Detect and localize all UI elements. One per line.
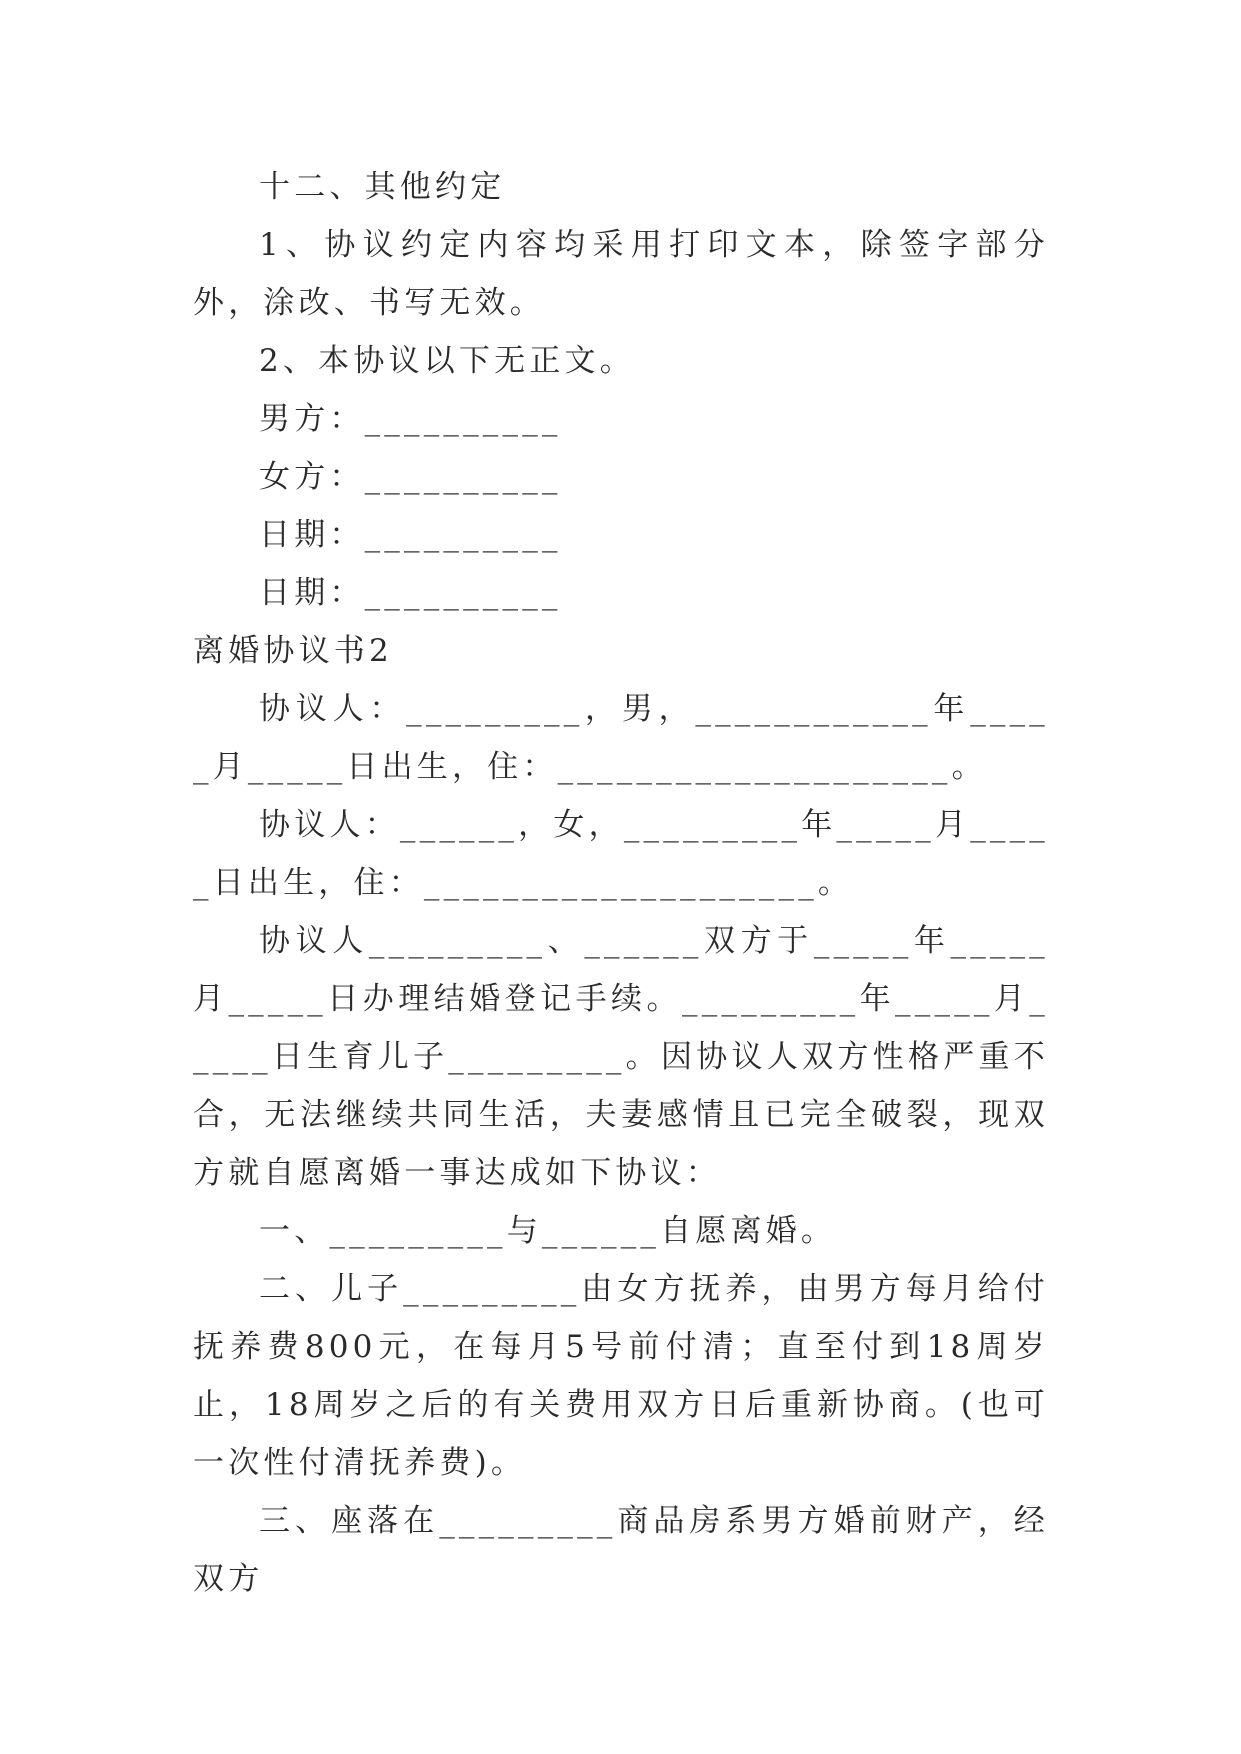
- clause-printed-text: 1、协议约定内容均采用打印文本，除签字部分外，涂改、书写无效。: [193, 227, 1049, 321]
- date-line-1: 日期：__________: [259, 517, 562, 553]
- section-heading-other-agreements: 十二、其他约定: [259, 169, 506, 205]
- signature-line-female: 女方：__________: [259, 459, 562, 495]
- clause-3-property: 三、座落在_________商品房系男方婚前财产，经双方: [193, 1503, 1049, 1597]
- document-body: [193, 158, 1049, 1608]
- party-female-info: 协议人：______，女，_________年_____月_____日出生，住：____________________。: [193, 807, 1049, 901]
- party-male-info: 协议人：_________，男，____________年_____月_____日出生，住：____________________。: [193, 691, 1049, 785]
- marriage-background: 协议人_________、______双方于_____年_____月_____日办理结婚登记手续。_________年_____月_____日生育儿子_________。因协议人双方性格严重不合，无法继续共同生活，夫妻感情且已完全破裂，现双方就自愿离婚一事达成如下协议：: [193, 923, 1049, 1191]
- clause-no-further-text: 2、本协议以下无正文。: [259, 343, 635, 379]
- date-line-2: 日期：__________: [259, 575, 562, 611]
- signature-line-male: 男方：__________: [259, 401, 562, 437]
- document-title-2: 离婚协议书2: [193, 633, 393, 669]
- clause-1-divorce: 一、_________与______自愿离婚。: [259, 1213, 837, 1249]
- clause-2-custody: 二、儿子_________由女方抚养，由男方每月给付抚养费800元，在每月5号前付清；直至付到18周岁止，18周岁之后的有关费用双方日后重新协商。(也可一次性付清抚养费)。: [193, 1271, 1049, 1481]
